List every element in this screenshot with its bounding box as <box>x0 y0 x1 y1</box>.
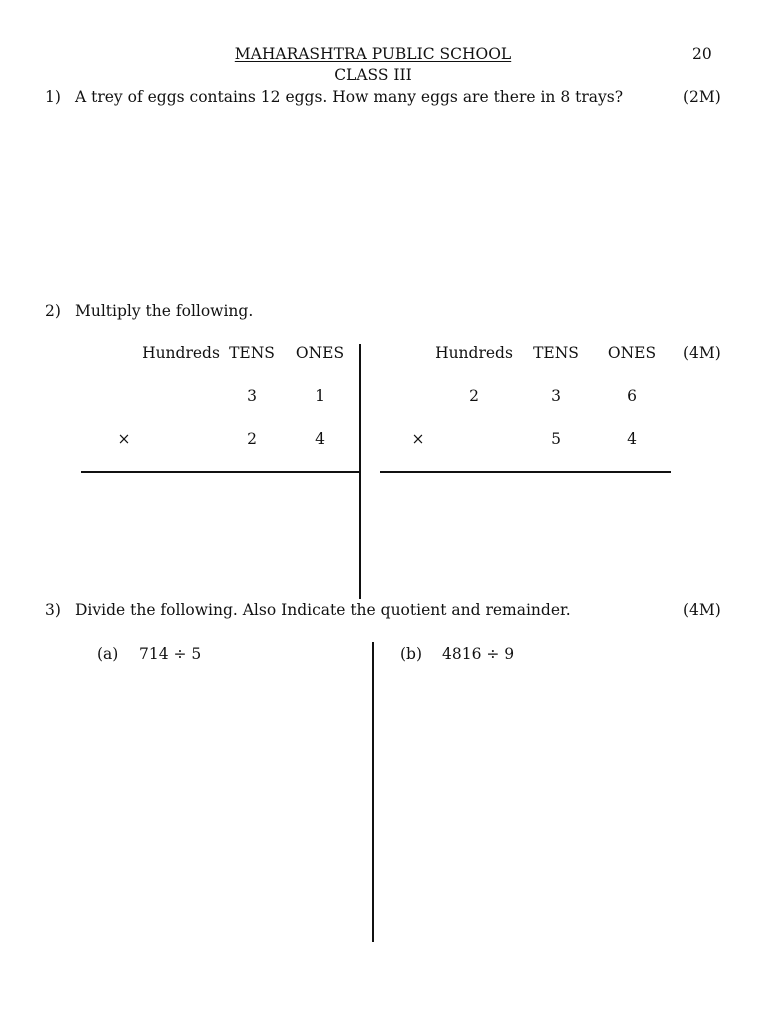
multiply-operator: × <box>411 430 425 448</box>
header-tens: TENS <box>229 344 275 362</box>
header-ones: ONES <box>607 344 657 362</box>
digit-ones-row2: 4 <box>627 430 637 448</box>
subquestion-b-expression: 4816 ÷ 9 <box>442 645 515 663</box>
subquestion-a-expression: 714 ÷ 5 <box>139 645 202 663</box>
subquestion-a-label: (a) <box>97 645 119 663</box>
column-divider <box>372 642 374 942</box>
digit-tens-row2: 5 <box>551 430 561 448</box>
header-tens: TENS <box>533 344 579 362</box>
column-divider <box>359 344 361 599</box>
question-2-number: 2) <box>45 302 61 320</box>
question-1-number: 1) <box>45 88 61 106</box>
digit-tens-row1: 3 <box>551 387 561 405</box>
answer-line <box>380 471 671 473</box>
question-3-marks: (4M) <box>683 601 721 619</box>
digit-ones-row1: 6 <box>627 387 637 405</box>
total-marks: 20 <box>692 45 712 63</box>
school-name: MAHARASHTRA PUBLIC SCHOOL <box>234 45 512 63</box>
digit-tens-row2: 2 <box>247 430 257 448</box>
header-hundreds: Hundreds <box>435 344 513 362</box>
digit-hundreds-row1: 2 <box>469 387 479 405</box>
subquestion-b-label: (b) <box>400 645 423 663</box>
question-3-number: 3) <box>45 601 61 619</box>
multiply-operator: × <box>117 430 131 448</box>
digit-tens-row1: 3 <box>247 387 257 405</box>
question-2-marks: (4M) <box>683 344 721 362</box>
answer-line <box>81 471 360 473</box>
class-name: CLASS III <box>334 66 412 84</box>
question-1-marks: (2M) <box>683 88 721 106</box>
question-1-text: A trey of eggs contains 12 eggs. How many eggs are there in 8 trays? <box>75 88 624 106</box>
digit-ones-row1: 1 <box>315 387 325 405</box>
question-2-text: Multiply the following. <box>75 302 254 320</box>
digit-ones-row2: 4 <box>315 430 325 448</box>
header-hundreds: Hundreds <box>142 344 220 362</box>
header-ones: ONES <box>295 344 345 362</box>
question-3-text: Divide the following. Also Indicate the quotient and remainder. <box>75 601 571 619</box>
